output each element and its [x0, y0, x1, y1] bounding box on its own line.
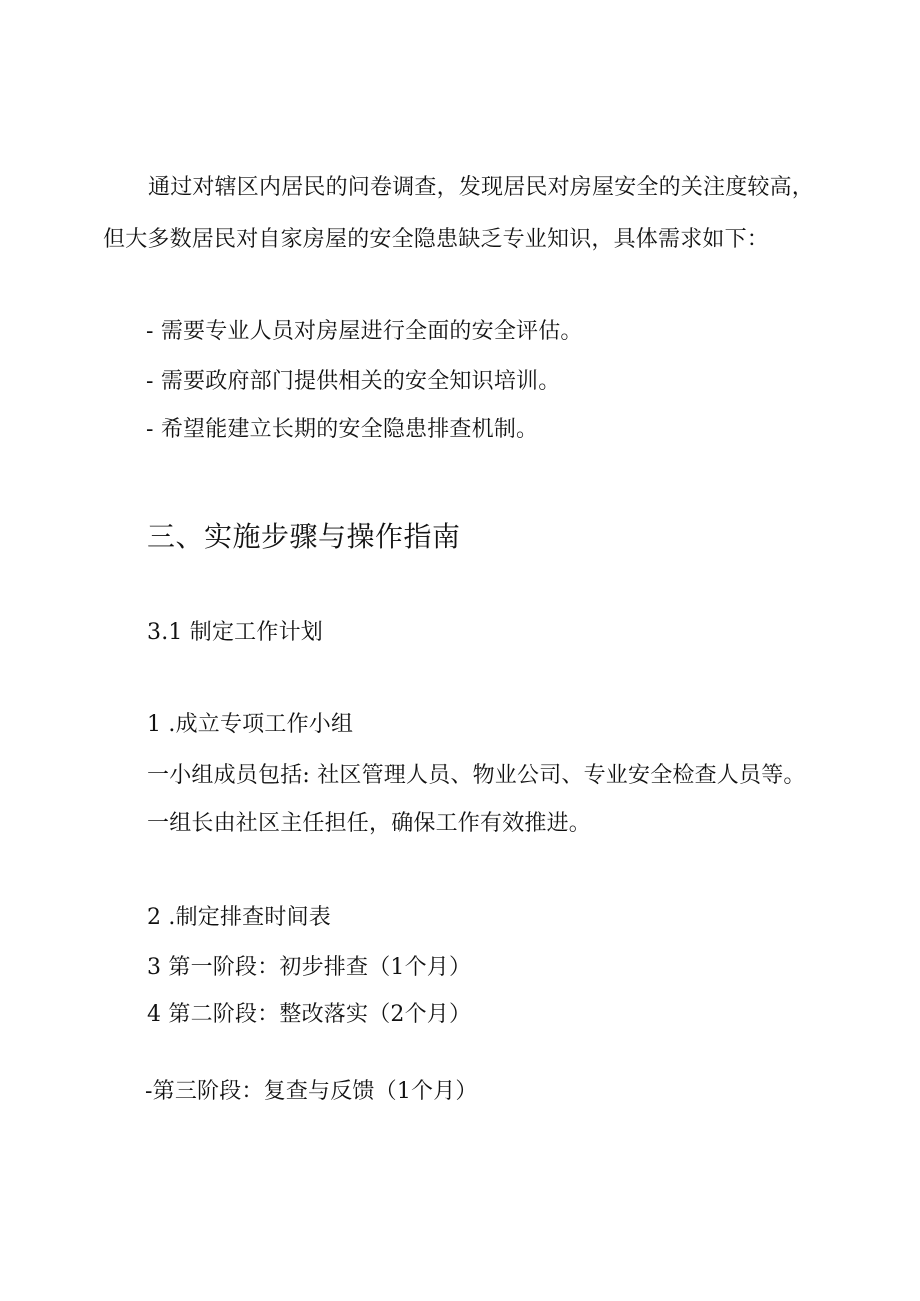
step-2-item-3: -第三阶段：复查与反馈（1个月） [145, 1079, 478, 1104]
intro-paragraph-line-2: 但大多数居民对自家房屋的安全隐患缺乏专业知识，具体需求如下： [103, 227, 770, 252]
need-item-2: - 需要政府部门提供相关的安全知识培训。 [146, 369, 561, 394]
step-1-item-2: 一组长由社区主任担任，确保工作有效推进。 [147, 811, 592, 836]
step-1-title: 1 .成立专项工作小组 [147, 712, 354, 737]
step-2-title: 2 .制定排查时间表 [147, 905, 331, 930]
section-title: 三、实施步骤与操作指南 [147, 520, 461, 553]
intro-paragraph-line-1: 通过对辖区内居民的问卷调查，发现居民对房屋安全的关注度较高， [148, 175, 815, 200]
subsection-title: 3.1 制定工作计划 [147, 620, 323, 645]
step-1-item-1: 一小组成员包括: 社区管理人员、物业公司、专业安全检查人员等。 [147, 763, 806, 788]
step-2-item-1: 3 第一阶段：初步排查（1个月） [147, 955, 472, 980]
step-2-item-2: 4 第二阶段：整改落实（2个月） [147, 1002, 472, 1027]
need-item-1: - 需要专业人员对房屋进行全面的安全评估。 [146, 319, 583, 344]
need-item-3: - 希望能建立长期的安全隐患排查机制。 [146, 417, 539, 442]
